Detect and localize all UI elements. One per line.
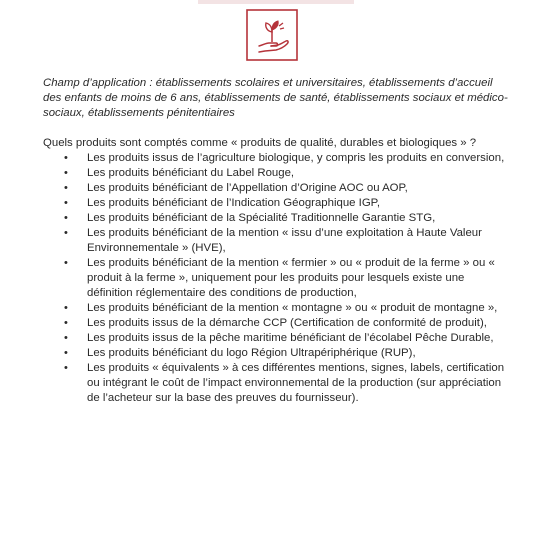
product-list bbox=[43, 151, 513, 406]
products-question: Quels produits sont comptés comme « produits de qualité, durables et biologiques » ? bbox=[43, 137, 477, 149]
list-item: • Les produits bénéficiant de la mention « fermier » ou « produit de la ferme » ou « produit à la ferme », uniquement pour les produits pour lesquels existe une définition réglementaire des conditions de production, bbox=[43, 256, 513, 301]
list-item: • Les produits bénéficiant de la mention « issu d’une exploitation à Haute Valeur Environnementale » (HVE), bbox=[43, 226, 513, 256]
list-item: • Les produits bénéficiant de la mention « montagne » ou « produit de montagne », bbox=[43, 301, 513, 316]
header-accent-bar bbox=[198, 0, 354, 4]
list-item: • Les produits « équivalents » à ces différentes mentions, signes, labels, certification ou intégrant le coût de l’impact environnemental de la production (sur appréciation de l’acheteur sur la base des preuves du fournisseur). bbox=[43, 361, 513, 406]
document-body bbox=[43, 76, 513, 406]
scope-paragraph: Champ d’application : établissements scolaires et universitaires, établissements d’accueil des enfants de moins de 6 ans, établissements de santé, établissements sociaux et médico-sociaux, établissements pénitentiaires bbox=[43, 77, 508, 119]
list-item: • Les produits bénéficiant de l’Appellation d’Origine AOC ou AOP, bbox=[43, 181, 513, 196]
list-item: • Les produits bénéficiant de l’Indication Géographique IGP, bbox=[43, 196, 513, 211]
list-item: • Les produits issus de la démarche CCP (Certification de conformité de produit), bbox=[43, 316, 513, 331]
list-item: • Les produits issus de la pêche maritime bénéficiant de l’écolabel Pêche Durable, bbox=[43, 331, 513, 346]
hand-holding-plant-icon bbox=[245, 8, 299, 62]
list-item: • Les produits bénéficiant de la Spécialité Traditionnelle Garantie STG, bbox=[43, 211, 513, 226]
list-item: • Les produits bénéficiant du logo Région Ultrapériphérique (RUP), bbox=[43, 346, 513, 361]
list-item: • Les produits bénéficiant du Label Rouge, bbox=[43, 166, 513, 181]
list-item: • Les produits issus de l’agriculture biologique, y compris les produits en conversion, bbox=[43, 151, 513, 166]
